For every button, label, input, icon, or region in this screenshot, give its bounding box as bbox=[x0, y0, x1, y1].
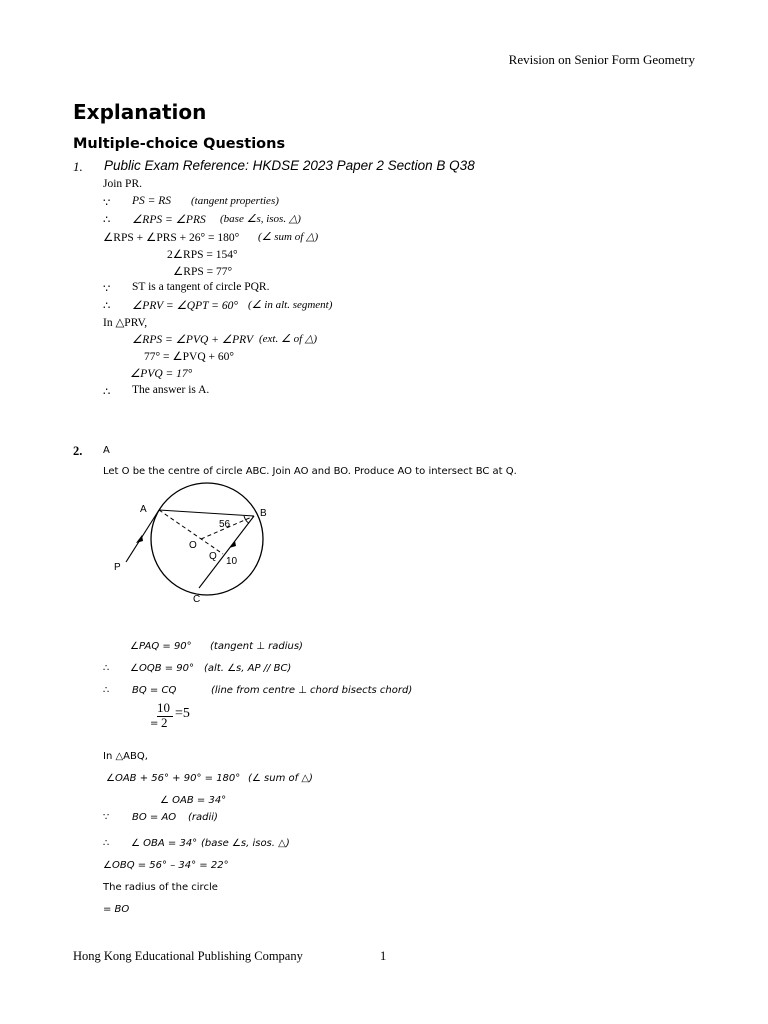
q1-line-11: ∠PVQ = 17° bbox=[130, 368, 193, 380]
label-o: O bbox=[189, 540, 197, 551]
q1-reason-2: (base ∠s, isos. △) bbox=[220, 213, 301, 225]
q1-line-6: ST is a tangent of circle PQR. bbox=[132, 281, 270, 293]
q1-line-9: ∠RPS = ∠PVQ + ∠PRV bbox=[132, 334, 253, 346]
q1-reason-9: (ext. ∠ of △) bbox=[259, 333, 318, 345]
q1-reference: Public Exam Reference: HKDSE 2023 Paper 2 Section B Q38 bbox=[104, 158, 475, 173]
label-angle: 56 bbox=[219, 519, 231, 530]
fraction-result: =5 bbox=[175, 706, 190, 721]
q2-line2-4: ∠ OBA = 34° bbox=[131, 838, 198, 849]
q1-line-5: ∠RPS = 77° bbox=[173, 266, 233, 278]
q2-line2-1: ∠OAB + 56° + 90° = 180° bbox=[106, 773, 241, 784]
tangent-arrowhead bbox=[136, 535, 143, 543]
q2-symbol-1: ∴ bbox=[103, 663, 110, 674]
q2-line-1: ∠OQB = 90° bbox=[130, 663, 195, 674]
q1-reason-3: (∠ sum of △) bbox=[258, 231, 319, 243]
q2-line2-5: ∠OBQ = 56° – 34° = 22° bbox=[103, 860, 229, 871]
q2-symbol2-4: ∴ bbox=[103, 838, 110, 849]
q2-line-0: ∠PAQ = 90° bbox=[130, 641, 192, 652]
running-header: Revision on Senior Form Geometry bbox=[508, 52, 695, 67]
q2-number: 2. bbox=[73, 444, 83, 458]
q2-intro: Let O be the centre of circle ABC. Join AO and BO. Produce AO to intersect BC at Q. bbox=[103, 466, 517, 477]
q2-reason-0: (tangent ⊥ radius) bbox=[210, 641, 303, 652]
q1-line-4: 2∠RPS = 154° bbox=[167, 249, 238, 261]
q1-symbol-6: ∵ bbox=[103, 283, 111, 295]
q2-answer: A bbox=[103, 445, 110, 456]
q1-line-10: 77° = ∠PVQ + 60° bbox=[144, 351, 234, 363]
q1-symbol-12: ∴ bbox=[103, 386, 111, 398]
q2-line2-0: In △ABQ, bbox=[103, 751, 148, 762]
q1-symbol-1: ∵ bbox=[103, 197, 111, 209]
q2-line2-7: = BO bbox=[103, 904, 130, 915]
tangent-ap bbox=[126, 510, 159, 562]
q1-number: 1. bbox=[73, 159, 83, 174]
chord-ab bbox=[159, 510, 254, 516]
q2-reason2-3: (radii) bbox=[188, 812, 218, 823]
q2-reason-2: (line from centre ⊥ chord bisects chord) bbox=[211, 685, 413, 696]
q2-line-2: BQ = CQ bbox=[132, 685, 177, 696]
circle-figure bbox=[100, 478, 300, 618]
q2-symbol2-3: ∵ bbox=[103, 812, 110, 823]
q1-symbol-7: ∴ bbox=[103, 300, 111, 312]
q1-symbol-2: ∴ bbox=[103, 214, 111, 226]
q2-line2-6: The radius of the circle bbox=[103, 882, 218, 893]
q1-reason-7: (∠ in alt. segment) bbox=[248, 299, 333, 311]
label-c: C bbox=[193, 594, 201, 605]
q2-symbol-2: ∴ bbox=[103, 685, 110, 696]
fraction-numerator: 10 bbox=[157, 700, 170, 715]
q2-reason2-4: (base ∠s, isos. △) bbox=[201, 838, 290, 849]
q1-line-7: ∠PRV = ∠QPT = 60° bbox=[132, 300, 238, 312]
q2-reason2-1: (∠ sum of △) bbox=[248, 773, 313, 784]
fraction-prefix: = bbox=[150, 718, 159, 729]
section-heading: Multiple-choice Questions bbox=[73, 136, 286, 152]
label-length: 10 bbox=[226, 556, 238, 567]
q1-line-8: In △PRV, bbox=[103, 317, 148, 329]
q1-line-12: The answer is A. bbox=[132, 384, 210, 396]
q2-reason-1: (alt. ∠s, AP // BC) bbox=[204, 663, 292, 674]
q1-reason-1: (tangent properties) bbox=[191, 195, 279, 207]
label-q: Q bbox=[209, 551, 217, 562]
fraction-denominator: 2 bbox=[161, 715, 168, 730]
q2-line2-2: ∠ OAB = 34° bbox=[160, 795, 227, 806]
label-a: A bbox=[140, 504, 147, 515]
q1-line-1: PS = RS bbox=[132, 195, 172, 207]
q1-line-0: Join PR. bbox=[103, 178, 142, 190]
bc-arrowhead bbox=[229, 541, 236, 548]
q1-line-3: ∠RPS + ∠PRS + 26° = 180° bbox=[103, 232, 240, 244]
page-title: Explanation bbox=[73, 100, 207, 124]
label-p: P bbox=[114, 562, 121, 573]
footer-publisher: Hong Kong Educational Publishing Company bbox=[73, 949, 303, 963]
q1-line-2: ∠RPS = ∠PRS bbox=[132, 214, 206, 226]
label-b: B bbox=[260, 508, 267, 519]
footer-page-number: 1 bbox=[380, 949, 387, 963]
q2-line2-3: BO = AO bbox=[132, 812, 177, 823]
